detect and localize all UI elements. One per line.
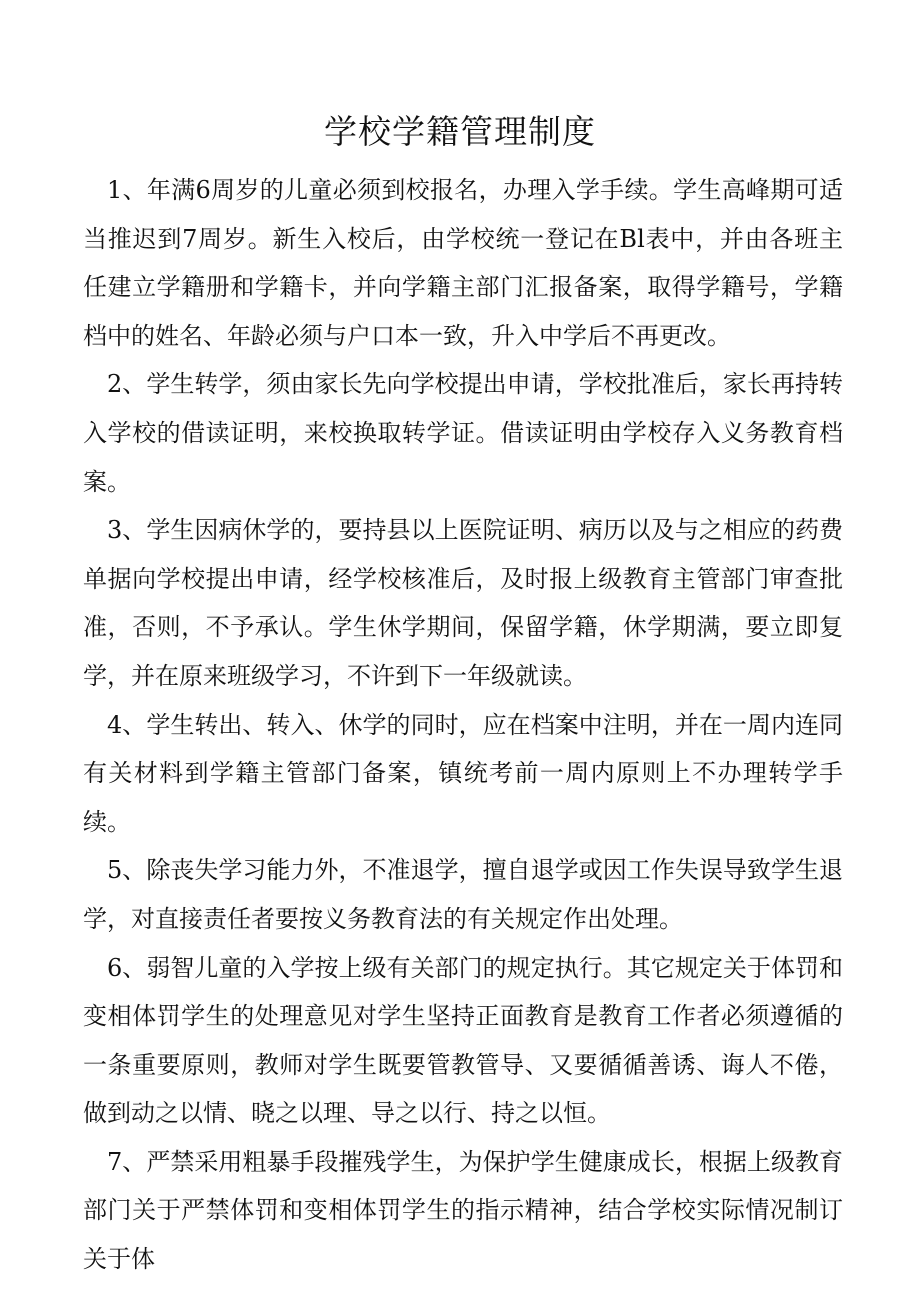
- paragraph-6: 6、弱智儿童的入学按上级有关部门的规定执行。其它规定关于体罚和变相体罚学生的处理意见对学生坚持正面教育是教育工作者必须遵循的一条重要原则，教师对学生既要管教管导、又要循循善诱、诲人不倦，做到动之以情、晓之以理、导之以行、持之以恒。: [83, 953, 843, 1128]
- paragraph-3: 3、学生因病休学的，要持县以上医院证明、病历以及与之相应的药费单据向学校提出申请，经学校核准后，及时报上级教育主管部门审查批准，否则，不予承认。学生休学期间，保留学籍，休学期满，要立即复学，并在原来班级学习，不许到下一年级就读。: [83, 516, 843, 690]
- paragraph-4: 4、学生转出、转入、休学的同时，应在档案中注明，并在一周内连同有关材料到学籍主管部门备案，镇统考前一周内原则上不办理转学手续。: [83, 710, 843, 836]
- document-title: 学校学籍管理制度: [324, 112, 596, 151]
- paragraph-5: 5、除丧失学习能力外，不准退学，擅自退学或因工作失误导致学生退学，对直接责任者要按义务教育法的有关规定作出处理。: [83, 856, 843, 933]
- paragraph-1: 1、年满6周岁的儿童必须到校报名，办理入学手续。学生高峰期可适当推迟到7周岁。新生入校后，由学校统一登记在Bl表中，并由各班主任建立学籍册和学籍卡，并向学籍主部门汇报备案，取得学籍号，学籍档中的姓名、年龄必须与户口本一致，升入中学后不再更改。: [83, 176, 843, 350]
- paragraph-2: 2、学生转学，须由家长先向学校提出申请，学校批准后，家长再持转入学校的借读证明，来校换取转学证。借读证明由学校存入义务教育档案。: [83, 370, 843, 496]
- document-body: [83, 166, 843, 1284]
- paragraph-7: 7、严禁采用粗暴手段摧残学生，为保护学生健康成长，根据上级教育部门关于严禁体罚和变相体罚学生的指示精神，结合学校实际情况制订关于体: [83, 1147, 843, 1274]
